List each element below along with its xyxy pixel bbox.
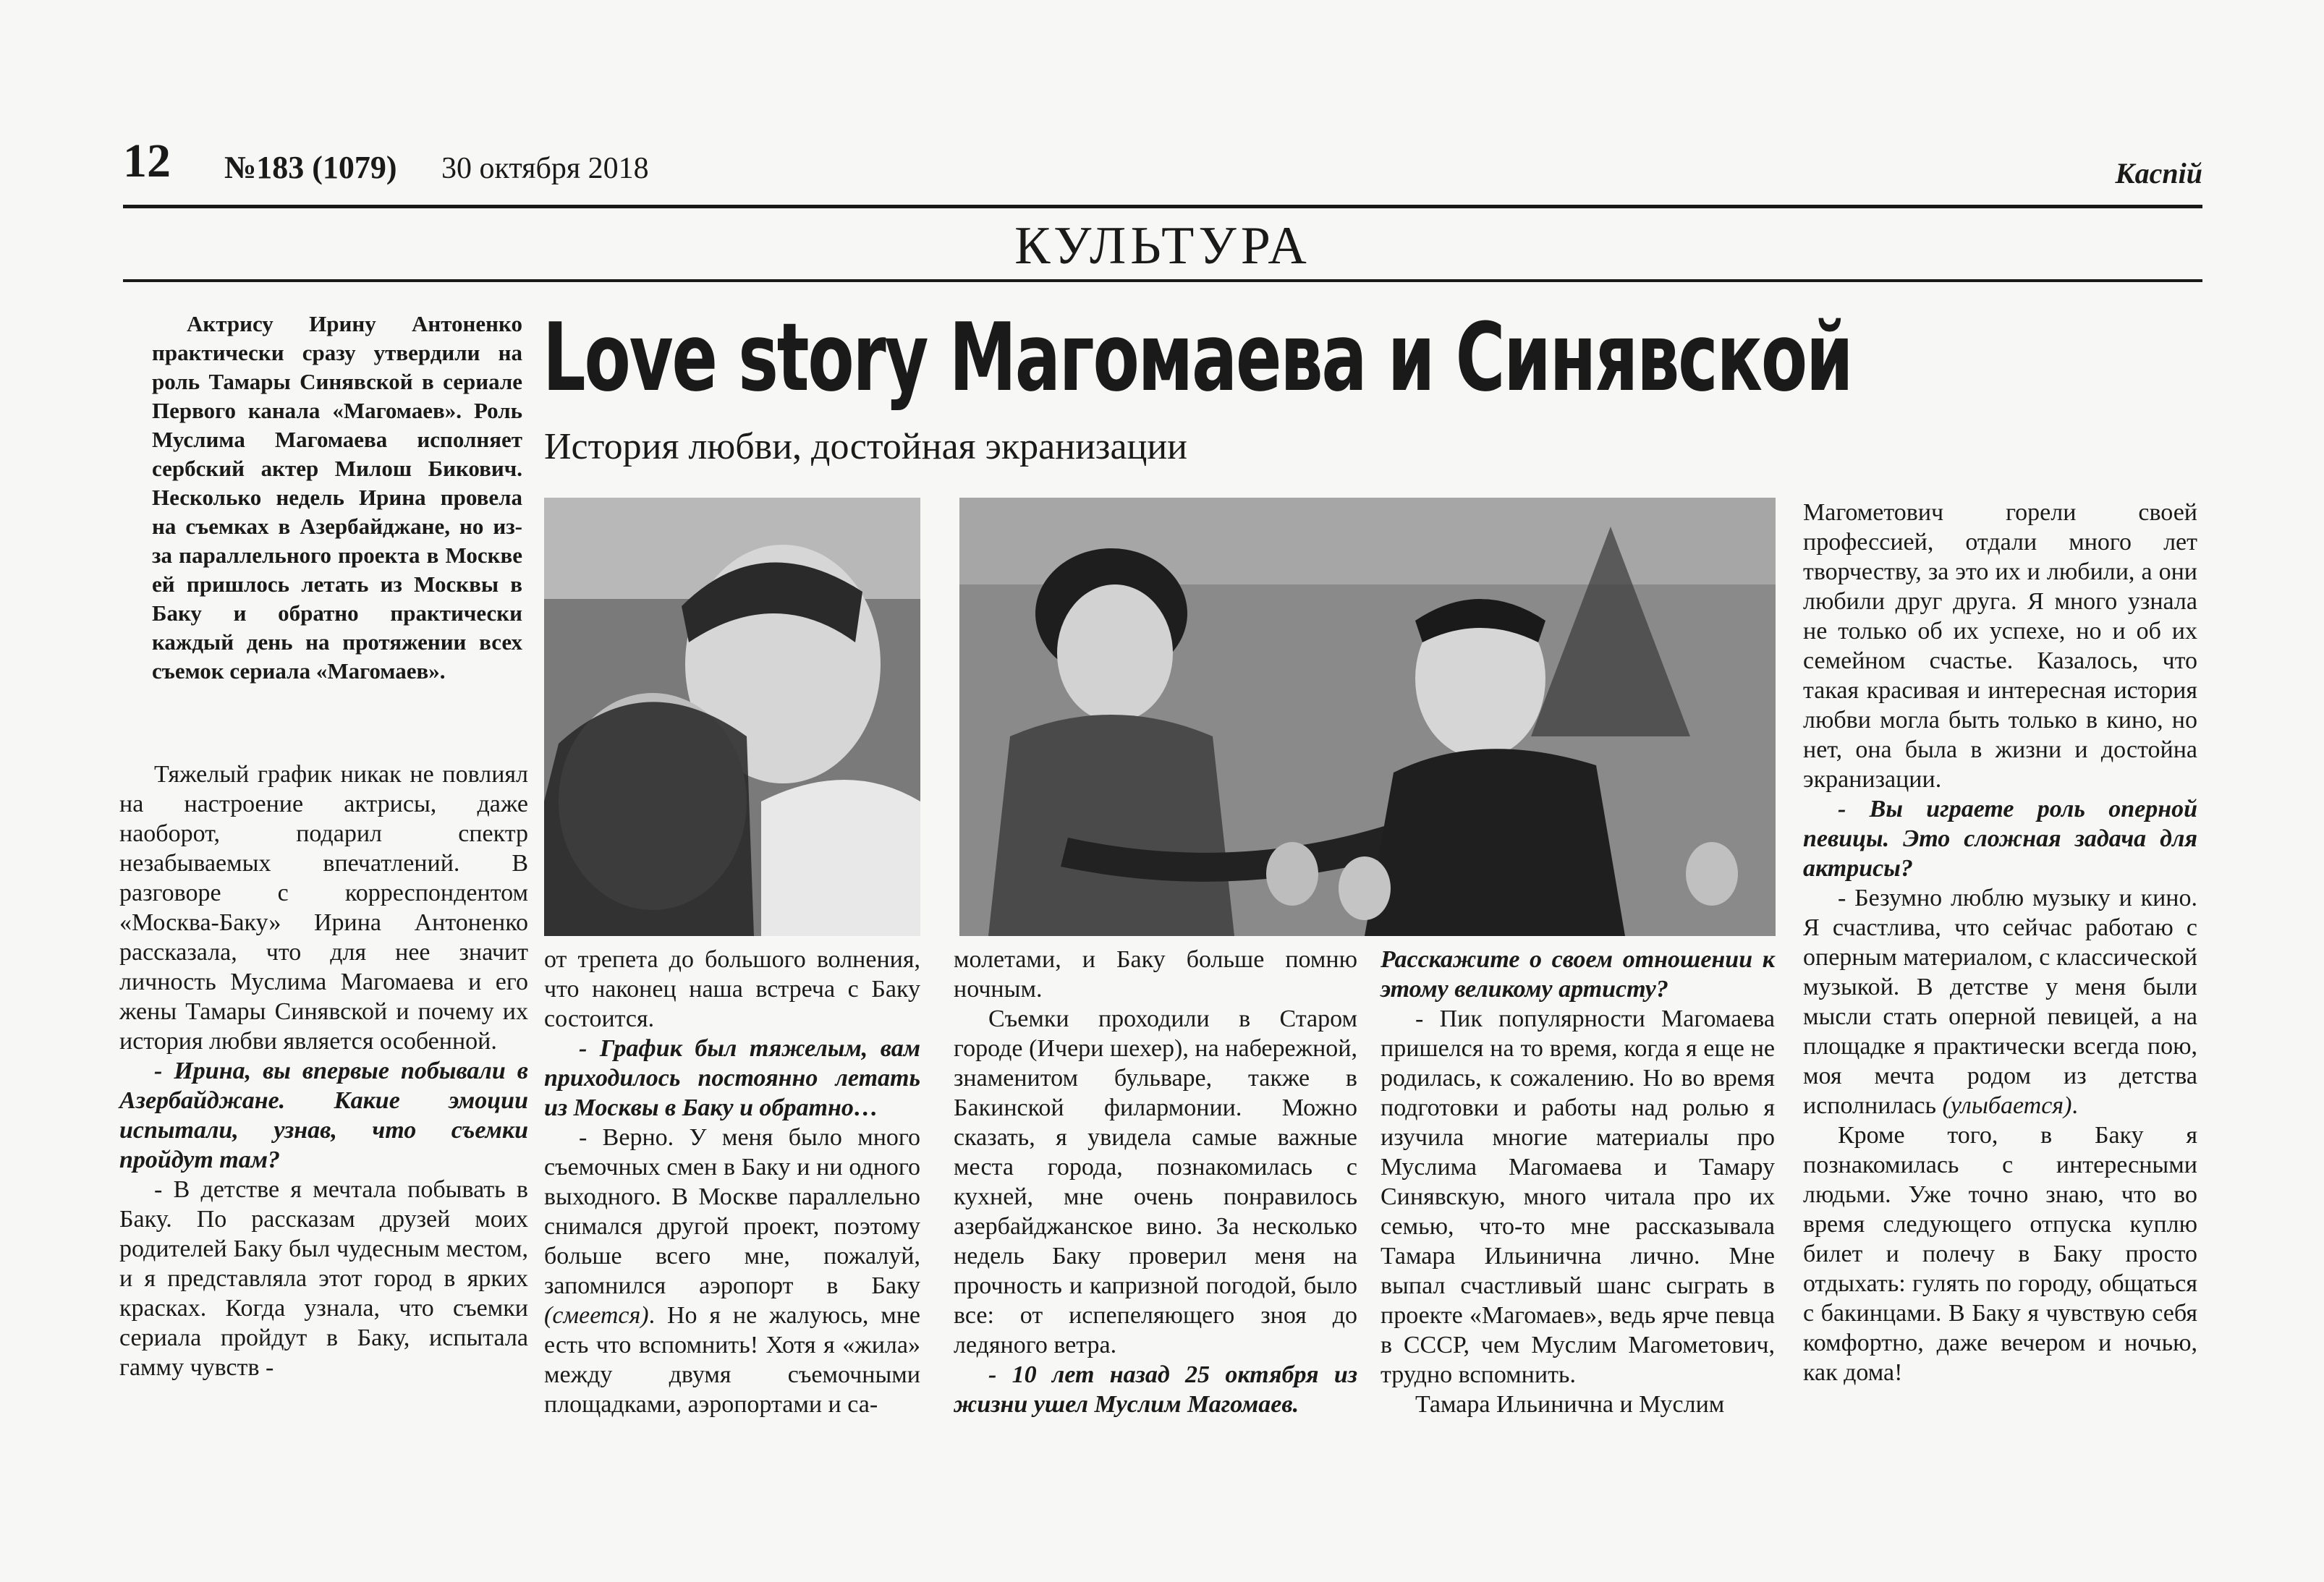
interview-question: - Вы играете роль оперной певицы. Это сложная задача для актрисы?	[1803, 796, 2197, 882]
article-lead: Актрису Ирину Антоненко практически сразу утвердили на роль Тамары Синявской в сериале Первого канала «Магомаев». Роль Муслима Магомаева исполняет сербский актер Милош Бикович. Несколько недель Ирина провела на съемках в Азербайджане, но из-за параллельного проекта в Москве ей пришлось летать из Москвы в Баку и обратно практически каждый день на протяжении всех съемок сериала «Магомаев».	[152, 311, 522, 684]
article-column-1	[119, 760, 528, 1382]
text-run: - Безумно люблю музыку и кино. Я счастлива, что сейчас работаю с оперным материалом, с классической музыкой. В детстве у меня были мысли стать оперной певицей, а на площадке я практически всегда пою, моя мечта родом из детства исполнилась	[1803, 885, 2197, 1119]
paragraph	[1803, 883, 2197, 1120]
paragraph: от трепета до большого волнения, что наконец наша встреча с Баку состоится.	[544, 946, 920, 1032]
text-run: .	[2071, 1092, 2078, 1119]
photo-magomaev-sinyavskaya	[959, 498, 1776, 936]
text-run: - Верно. У меня было много съемочных смен в Баку и ни одного выходного. В Москве параллельно снимался другой проект, поэтому больше всего мне, пожалуй, запомнился аэропорт в Баку	[544, 1124, 920, 1299]
paragraph: - Пик популярности Магомаева пришелся на то время, когда я еще не родилась, к сожалению. Но во время подготовки и работы над ролью я изучила многие материалы про Муслима Магомаева и Тамару Синявскую, много читала про их семью, что-то мне рассказывала Тамара Ильинична лично. Мне выпал счастливый шанс сыграть в проекте «Магомаев», ведь ярче певца в СССР, чем Муслим Магометович, трудно вспомнить.	[1381, 1005, 1775, 1388]
interview-question: - График был тяжелым, вам приходилось постоянно летать из Москвы в Баку и обратно…	[544, 1035, 920, 1121]
page-number: 12	[123, 135, 171, 187]
paragraph	[544, 1123, 920, 1419]
section-title: КУЛЬТУРА	[1014, 216, 1311, 276]
newspaper-brand: Каспiй	[2115, 157, 2202, 190]
photo-actors-selfie	[544, 498, 920, 936]
paragraph: Кроме того, в Баку я познакомилась с интересными людьми. Уже точно знаю, что во время следующего отпуска куплю билет и полечу в Баку просто отдыхать: гулять по городу, общаться с бакинцами. В Баку я чувствую себя комфортно, даже вечером и ночью, как дома!	[1803, 1122, 2197, 1386]
header-rule	[123, 205, 2202, 208]
paragraph: - В детстве я мечтала побывать в Баку. По рассказам друзей моих родителей Баку был чудесным местом, и я представляла этот город в ярких красках. Когда узнала, что съемки сериала пройдут в Баку, испытала гамму чувств -	[119, 1176, 528, 1381]
issue-date: 30 октября 2018	[441, 152, 649, 185]
paragraph: молетами, и Баку больше помню ночным.	[954, 946, 1357, 1003]
interview-question: - 10 лет назад 25 октября из жизни ушел Муслим Магомаев.	[954, 1361, 1357, 1418]
paragraph: Магометович горели своей профессией, отдали много лет творчеству, за это их и любили, а они любили друг друга. Я много узнала не только об их успехе, но и об их семейном счастье. Казалось, что такая красивая и интересная история любви могла быть только в кино, но нет, она была в жизни и достойна экранизации.	[1803, 499, 2197, 793]
paragraph: Съемки проходили в Старом городе (Ичери шехер), на набережной, знаменитом бульваре, также в Бакинской филармонии. Можно сказать, я увидела самые важные места города, познакомилась с кухней, мне очень понравилось азербайджанское вино. За несколько недель Баку проверил меня на прочность и капризной погодой, было все: от испепеляющего зноя до ледяного ветра.	[954, 1005, 1357, 1358]
paragraph: Тамара Ильинична и Муслим	[1415, 1391, 1725, 1418]
article-column-2	[544, 945, 920, 1419]
paragraph: Тяжелый график никак не повлиял на настроение актрисы, даже наоборот, подарил спектр незабываемых впечатлений. В разговоре с корреспондентом «Москва-Баку» Ирина Антоненко рассказала, что для нее значит личность Муслима Магомаева и его жены Тамары Синявской и почему их история любви является особенной.	[119, 761, 528, 1055]
text-run: . Но я не жалуюсь, мне есть что вспомнить! Хотя я «жила» между двумя съемочными площадками, аэропортами и са-	[544, 1302, 920, 1418]
interview-question: - Ирина, вы впервые побывали в Азербайджане. Какие эмоции испытали, узнав, что съемки пройдут там?	[119, 1058, 528, 1173]
stage-remark: (улыбается)	[1942, 1092, 2072, 1119]
article-column-5	[1803, 498, 2197, 1387]
article-title: Love story Магомаева и Синявской	[543, 302, 1852, 412]
section-rule	[123, 279, 2202, 282]
article-column-4	[1381, 945, 1775, 1419]
article-subtitle: История любви, достойная экранизации	[544, 426, 1188, 467]
issue-number: №183 (1079)	[224, 150, 397, 185]
article-column-3	[954, 945, 1357, 1419]
interview-question: Расскажите о своем отношении к этому великому артисту?	[1381, 946, 1775, 1003]
stage-remark: (смеется)	[544, 1302, 649, 1329]
